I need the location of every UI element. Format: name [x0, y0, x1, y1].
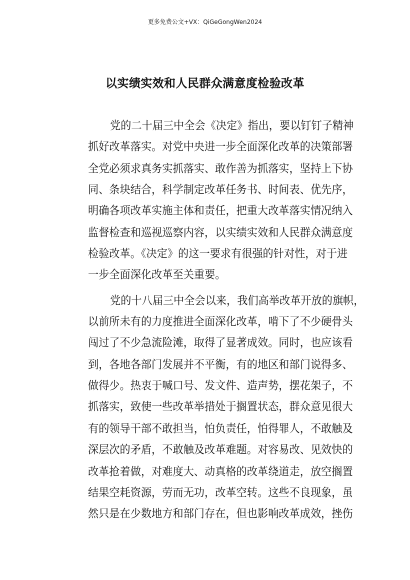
paragraph-line: 做得少。热衷于喊口号、发文件、造声势，摆花架子，不: [88, 380, 353, 393]
paragraph-line: 有的领导干部不敢担当，怕负责任，怕得罪人，不敢触及: [88, 422, 353, 435]
paragraph-line: 然只是在少数地方和部门存在，但也影响改革成效，挫伤: [88, 508, 353, 521]
header-note: 更多免费公文+VX：QiGeGongWen2024: [147, 19, 263, 26]
paragraph-line: 以前所未有的力度推进全面深化改革，啃下了不少硬骨头: [88, 316, 353, 329]
paragraph-2: [88, 291, 365, 526]
paragraph-1: [88, 116, 354, 287]
document-body: [88, 116, 365, 526]
document-title: 以实绩实效和人民群众满意度检验改革: [105, 76, 305, 90]
paragraph-line: 闯过了不少急流险滩，取得了显著成效。同时，也应该看: [88, 337, 353, 350]
paragraph-line: 结果空耗资源，劳而无功，改革空转。这些不良现象，虽: [88, 486, 353, 499]
paragraph-line: 监督检查和巡视巡察内容，以实绩实效和人民群众满意度: [88, 226, 353, 239]
paragraph-line: 一步全面深化改革至关重要。: [88, 269, 226, 282]
paragraph-line: 到，各地各部门发展并不平衡，有的地区和部门说得多、: [88, 358, 353, 371]
paragraph-line: 深层次的矛盾，不敢触及改革难题。对容易改、见效快的: [88, 444, 353, 457]
paragraph-line: 检验改革。《决定》的这一要求有很强的针对性，对于进: [88, 248, 348, 261]
paragraph-line: 全党必须求真务实抓落实、敢作善为抓落实，坚持上下协: [88, 162, 353, 175]
paragraph-line: 抓落实，致使一些改革举措处于搁置状态，群众意见很大: [88, 401, 353, 414]
paragraph-line: 明确各项改革实施主体和责任，把重大改革落实情况纳入: [88, 205, 353, 218]
paragraph-line: 抓好改革落实。对党中央进一步全面深化改革的决策部署: [88, 141, 353, 154]
paragraph-line: 同、条块结合，科学制定改革任务书、时间表、优先序，: [88, 184, 353, 197]
paragraph-line: 党的十八届三中全会以来，我们高举改革开放的旗帜，: [110, 294, 365, 307]
paragraph-line: 改革抢着做，对难度大、动真格的改革绕道走，放空搁置: [88, 465, 353, 478]
paragraph-line: 党的二十届三中全会《决定》指出，要以钉钉子精神: [110, 120, 354, 132]
